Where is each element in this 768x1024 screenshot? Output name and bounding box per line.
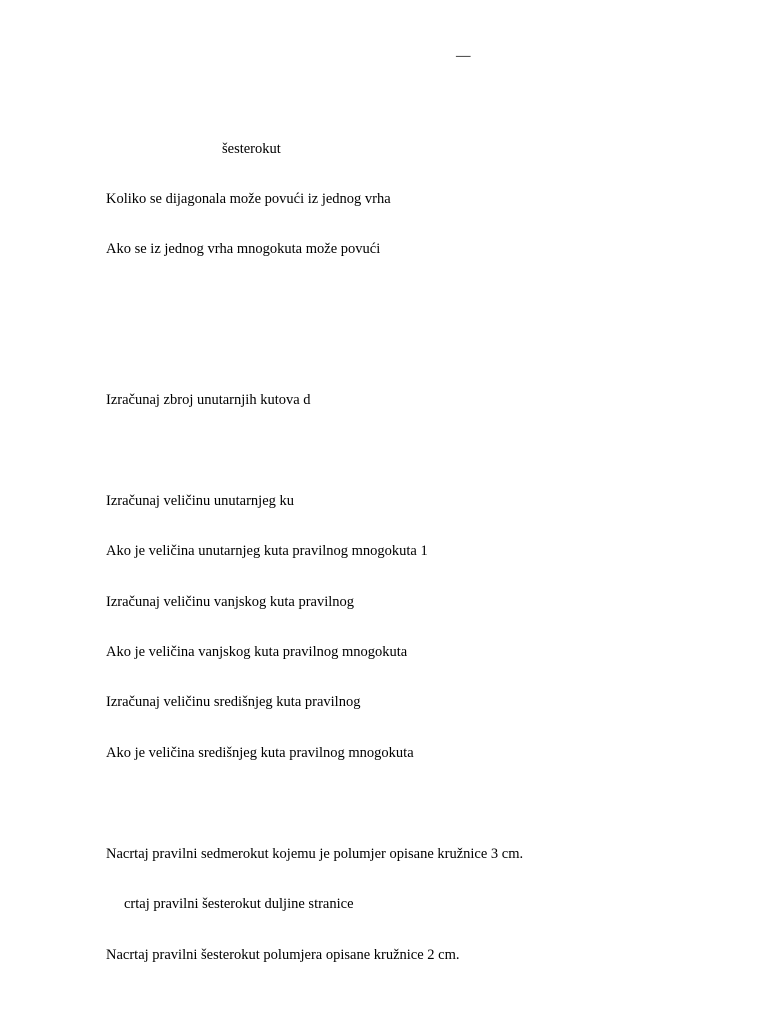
text-line-draw-hexagon-radius: Nacrtaj pravilni šesterokut polumjera opisane kružnice 2 cm. — [106, 947, 460, 963]
text-line-interior-condition: Ako je veličina unutarnjeg kuta pravilnog mnogokuta 1 — [106, 543, 428, 559]
text-line-draw-hexagon-side: crtaj pravilni šesterokut duljine stranice — [124, 896, 354, 912]
text-line-exterior-angle: Izračunaj veličinu vanjskog kuta pravilnog — [106, 594, 355, 610]
text-line-diagonals-condition: Ako se iz jednog vrha mnogokuta može povući — [106, 241, 381, 257]
text-line-central-angle: Izračunaj veličinu središnjeg kuta pravilnog — [106, 694, 361, 710]
text-line-interior-sum: Izračunaj zbroj unutarnjih kutova d — [106, 392, 311, 408]
text-line-draw-heptagon: Nacrtaj pravilni sedmerokut kojemu je polumjer opisane kružnice 3 cm. — [106, 846, 524, 862]
text-line-hexagon-heading: šesterokut — [222, 141, 281, 157]
text-line-interior-angle: Izračunaj veličinu unutarnjeg ku — [106, 493, 295, 509]
header-mark: — — [456, 48, 471, 64]
text-line-exterior-condition: Ako je veličina vanjskog kuta pravilnog mnogokuta — [106, 644, 408, 660]
text-line-diagonals-question: Koliko se dijagonala može povući iz jednog vrha — [106, 191, 391, 207]
text-line-central-condition: Ako je veličina središnjeg kuta pravilnog mnogokuta — [106, 745, 414, 761]
